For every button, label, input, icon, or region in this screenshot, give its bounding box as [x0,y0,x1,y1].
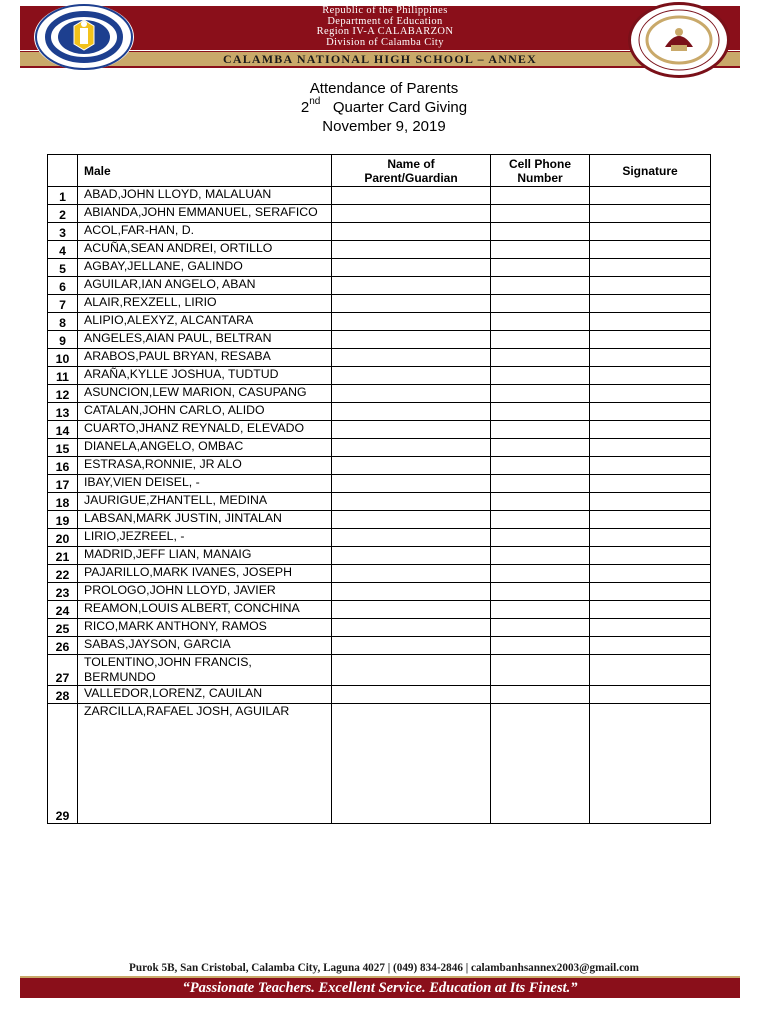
table-row [48,704,711,824]
cell-phone-cell [491,583,590,601]
header-male: Male [78,155,332,187]
signature-cell [590,403,711,421]
signature-cell [590,223,711,241]
table-row [48,295,711,313]
cell-phone-cell [491,349,590,367]
school-seal-icon [628,2,730,78]
signature-cell [590,385,711,403]
signature-cell [590,583,711,601]
row-number: 21 [48,547,78,565]
row-number: 28 [48,686,78,704]
parent-name-cell [332,583,491,601]
parent-name-cell [332,241,491,259]
student-name: AGUILAR,IAN ANGELO, ABAN [78,277,332,295]
signature-cell [590,529,711,547]
student-name: ALIPIO,ALEXYZ, ALCANTARA [78,313,332,331]
deped-seal-icon [34,4,134,70]
signature-cell [590,686,711,704]
row-number: 6 [48,277,78,295]
signature-cell [590,241,711,259]
row-number: 17 [48,475,78,493]
cell-phone-cell [491,511,590,529]
row-number: 5 [48,259,78,277]
header-phone-line-1: Cell Phone [508,156,571,171]
parent-name-cell [332,205,491,223]
row-number: 7 [48,295,78,313]
parent-name-cell [332,187,491,205]
signature-cell [590,655,711,686]
parent-name-cell [332,529,491,547]
parent-name-cell [332,493,491,511]
letterhead [0,0,768,72]
parent-name-cell [332,547,491,565]
footer-motto: “Passionate Teachers. Excellent Service. Education at Its Finest.” [20,976,740,998]
row-number: 26 [48,637,78,655]
header-parent-line-2: Parent/Guardian [364,170,458,185]
parent-name-cell [332,686,491,704]
table-row [48,547,711,565]
parent-name-cell [332,601,491,619]
student-name: LIRIO,JEZREEL, - [78,529,332,547]
student-name: MADRID,JEFF LIAN, MANAIG [78,547,332,565]
student-name: DIANELA,ANGELO, OMBAC [78,439,332,457]
header-parent-line-1: Name of [387,156,435,171]
table-row [48,205,711,223]
parent-name-cell [332,277,491,295]
signature-cell [590,475,711,493]
table-row [48,439,711,457]
student-name: LABSAN,MARK JUSTIN, JINTALAN [78,511,332,529]
table-row [48,187,711,205]
row-number: 19 [48,511,78,529]
row-number: 1 [48,187,78,205]
cell-phone-cell [491,223,590,241]
parent-name-cell [332,223,491,241]
table-row [48,655,711,686]
table-row [48,259,711,277]
cell-phone-cell [491,313,590,331]
parent-name-cell [332,259,491,277]
cell-phone-cell [491,205,590,223]
signature-cell [590,457,711,475]
signature-cell [590,565,711,583]
parent-name-cell [332,619,491,637]
parent-name-cell [332,349,491,367]
table-row [48,493,711,511]
cell-phone-cell [491,704,590,824]
row-number: 13 [48,403,78,421]
signature-cell [590,331,711,349]
student-name: PAJARILLO,MARK IVANES, JOSEPH [78,565,332,583]
row-number: 12 [48,385,78,403]
parent-name-cell [332,313,491,331]
parent-name-cell [332,295,491,313]
student-name: ABIANDA,JOHN EMMANUEL, SERAFICO [78,205,332,223]
parent-name-cell [332,655,491,686]
row-number: 27 [48,655,78,686]
gov-line-deped: Department of Education [327,15,443,27]
cell-phone-cell [491,529,590,547]
cell-phone-cell [491,493,590,511]
parent-name-cell [332,511,491,529]
header-signature: Signature [590,155,711,187]
cell-phone-cell [491,187,590,205]
signature-cell [590,367,711,385]
student-name: JAURIGUE,ZHANTELL, MEDINA [78,493,332,511]
parent-name-cell [332,421,491,439]
signature-cell [590,259,711,277]
table-row [48,601,711,619]
parent-name-cell [332,331,491,349]
table-row [48,277,711,295]
student-name: IBAY,VIEN DEISEL, - [78,475,332,493]
table-row [48,349,711,367]
table-row [48,313,711,331]
footer-address: Purok 5B, San Cristobal, Calamba City, Laguna 4027 | (049) 834-2846 | calambanhsannex2003@gmail.com [129,962,639,974]
table-row [48,583,711,601]
cell-phone-cell [491,331,590,349]
table-header-row [48,155,711,187]
signature-cell [590,421,711,439]
cell-phone-cell [491,241,590,259]
signature-cell [590,637,711,655]
cell-phone-cell [491,601,590,619]
cell-phone-cell [491,403,590,421]
row-number: 14 [48,421,78,439]
student-name: CATALAN,JOHN CARLO, ALIDO [78,403,332,421]
parent-name-cell [332,565,491,583]
cell-phone-cell [491,619,590,637]
row-number: 15 [48,439,78,457]
row-number: 29 [48,704,78,824]
signature-cell [590,493,711,511]
student-name: PROLOGO,JOHN LLOYD, JAVIER [78,583,332,601]
row-number: 4 [48,241,78,259]
cell-phone-cell [491,439,590,457]
gov-line-republic: Republic of the Philippines [322,5,448,16]
cell-phone-cell [491,277,590,295]
row-number: 11 [48,367,78,385]
parent-name-cell [332,367,491,385]
attendance-table [47,154,711,824]
header-parent-guardian [332,155,491,187]
header-number [48,155,78,187]
student-name: ESTRASA,RONNIE, JR ALO [78,457,332,475]
table-row [48,511,711,529]
signature-cell [590,601,711,619]
table-row [48,529,711,547]
table-row [48,686,711,704]
table-row [48,223,711,241]
row-number: 10 [48,349,78,367]
row-number: 22 [48,565,78,583]
student-name: ACOL,FAR-HAN, D. [78,223,332,241]
row-number: 9 [48,331,78,349]
quarter-number: 2 [300,99,310,116]
student-name: AGBAY,JELLANE, GALINDO [78,259,332,277]
gov-line-region: Region IV-A CALABARZON [316,26,454,37]
school-name: CALAMBA NATIONAL HIGH SCHOOL – ANNEX [20,51,740,68]
signature-cell [590,704,711,824]
parent-name-cell [332,457,491,475]
row-number: 25 [48,619,78,637]
student-name: ALAIR,REXZELL, LIRIO [78,295,332,313]
student-name: ABAD,JOHN LLOYD, MALALUAN [78,187,332,205]
table-row [48,403,711,421]
student-name: ZARCILLA,RAFAEL JOSH, AGUILAR [78,704,332,824]
cell-phone-cell [491,637,590,655]
government-lines [250,6,520,48]
table-row [48,385,711,403]
title-line-2 [200,98,568,117]
signature-cell [590,439,711,457]
cell-phone-cell [491,457,590,475]
table-row [48,637,711,655]
signature-cell [590,205,711,223]
row-number: 3 [48,223,78,241]
quarter-text: Quarter Card Giving [332,99,468,116]
parent-name-cell [332,475,491,493]
cell-phone-cell [491,421,590,439]
table-row [48,457,711,475]
row-number: 2 [48,205,78,223]
student-name: ARABOS,PAUL BRYAN, RESABA [78,349,332,367]
header-cell-phone [491,155,590,187]
signature-cell [590,313,711,331]
cell-phone-cell [491,385,590,403]
table-row [48,367,711,385]
student-name: VALLEDOR,LORENZ, CAUILAN [78,686,332,704]
gov-line-division: Division of Calamba City [326,36,444,48]
table-row [48,331,711,349]
parent-name-cell [332,439,491,457]
table-row [48,475,711,493]
cell-phone-cell [491,565,590,583]
cell-phone-cell [491,475,590,493]
student-name: RICO,MARK ANTHONY, RAMOS [78,619,332,637]
parent-name-cell [332,385,491,403]
title-line-1: Attendance of Parents [309,80,459,97]
row-number: 18 [48,493,78,511]
signature-cell [590,547,711,565]
row-number: 23 [48,583,78,601]
table-row [48,421,711,439]
student-name: SABAS,JAYSON, GARCIA [78,637,332,655]
student-name: REAMON,LOUIS ALBERT, CONCHINA [78,601,332,619]
signature-cell [590,511,711,529]
student-name: ASUNCION,LEW MARION, CASUPANG [78,385,332,403]
cell-phone-cell [491,259,590,277]
signature-cell [590,277,711,295]
quarter-suffix: nd [309,96,321,107]
title-date: November 9, 2019 [322,118,446,135]
row-number: 24 [48,601,78,619]
student-name: ACUÑA,SEAN ANDREI, ORTILLO [78,241,332,259]
student-name: ANGELES,AIAN PAUL, BELTRAN [78,331,332,349]
cell-phone-cell [491,655,590,686]
signature-cell [590,295,711,313]
table-row [48,241,711,259]
signature-cell [590,619,711,637]
row-number: 20 [48,529,78,547]
cell-phone-cell [491,367,590,385]
row-number: 16 [48,457,78,475]
student-name: ARAÑA,KYLLE JOSHUA, TUDTUD [78,367,332,385]
parent-name-cell [332,637,491,655]
row-number: 8 [48,313,78,331]
parent-name-cell [332,403,491,421]
signature-cell [590,349,711,367]
cell-phone-cell [491,295,590,313]
table-row [48,619,711,637]
student-name: CUARTO,JHANZ REYNALD, ELEVADO [78,421,332,439]
table-row [48,565,711,583]
cell-phone-cell [491,686,590,704]
header-phone-line-2: Number [517,170,563,185]
signature-cell [590,187,711,205]
parent-name-cell [332,704,491,824]
student-name: TOLENTINO,JOHN FRANCIS, BERMUNDO [78,655,332,686]
cell-phone-cell [491,547,590,565]
